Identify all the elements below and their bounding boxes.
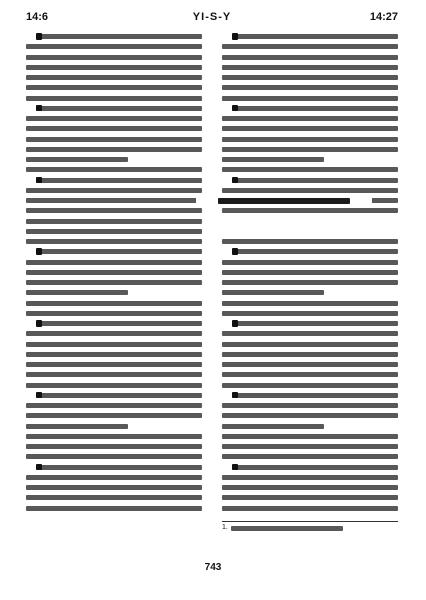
verse-number xyxy=(36,177,42,184)
text-line xyxy=(222,269,398,276)
text-line-bar xyxy=(26,342,202,347)
text-line xyxy=(222,207,398,214)
text-line xyxy=(26,43,202,50)
text-line xyxy=(26,505,202,512)
text-line-bar xyxy=(26,475,202,480)
right-text-column xyxy=(222,33,398,521)
text-line xyxy=(26,494,202,501)
text-line xyxy=(26,310,202,317)
verse-number xyxy=(232,392,238,399)
text-line xyxy=(222,505,398,512)
text-line-bar xyxy=(26,96,202,101)
text-line-bar xyxy=(222,208,398,213)
text-line xyxy=(26,361,202,368)
text-line-bar xyxy=(26,167,202,172)
text-line-bar xyxy=(232,393,398,398)
text-line xyxy=(26,64,202,71)
section-heading xyxy=(196,196,372,206)
text-line-bar xyxy=(222,126,398,131)
verse-number xyxy=(36,248,42,255)
text-line-bar xyxy=(222,485,398,490)
text-line-bar xyxy=(26,362,202,367)
text-line-bar xyxy=(232,34,398,39)
text-line xyxy=(222,453,398,460)
text-line xyxy=(26,136,202,143)
text-line-bar xyxy=(36,393,202,398)
text-line-bar xyxy=(26,229,202,234)
text-line xyxy=(222,54,398,61)
text-line-bar xyxy=(26,485,202,490)
text-line xyxy=(26,289,202,296)
text-line xyxy=(26,423,202,430)
text-line-bar xyxy=(222,311,398,316)
verse-number xyxy=(36,392,42,399)
text-line-bar xyxy=(36,321,202,326)
text-line-bar xyxy=(26,424,128,429)
text-line xyxy=(26,443,202,450)
text-line-bar xyxy=(26,147,202,152)
text-line xyxy=(222,443,398,450)
text-line-bar xyxy=(36,249,202,254)
page-number: 743 xyxy=(204,562,222,573)
text-line xyxy=(222,494,398,501)
text-line-bar xyxy=(222,372,398,377)
text-line-bar xyxy=(232,249,398,254)
text-line xyxy=(222,330,398,337)
text-line xyxy=(222,238,398,245)
text-line xyxy=(26,351,202,358)
text-line xyxy=(26,279,202,286)
text-line xyxy=(222,166,398,173)
text-line xyxy=(222,125,398,132)
text-line-bar xyxy=(26,372,202,377)
text-line-bar xyxy=(222,75,398,80)
text-line xyxy=(222,43,398,50)
text-line xyxy=(222,361,398,368)
text-line-bar xyxy=(26,219,202,224)
footnote-divider xyxy=(222,521,398,522)
text-line xyxy=(222,187,398,194)
text-line-bar xyxy=(222,85,398,90)
text-line-bar xyxy=(222,239,398,244)
text-line-bar xyxy=(222,331,398,336)
text-line xyxy=(26,197,202,204)
text-line-bar xyxy=(26,126,202,131)
text-line-bar xyxy=(26,495,202,500)
footnote xyxy=(222,524,398,534)
text-line xyxy=(26,125,202,132)
text-line xyxy=(26,105,202,112)
text-line xyxy=(26,248,202,255)
text-line-bar xyxy=(26,65,202,70)
text-line xyxy=(222,64,398,71)
text-line-bar xyxy=(26,413,202,418)
text-line xyxy=(26,382,202,389)
text-line-bar xyxy=(26,85,202,90)
text-line xyxy=(222,464,398,471)
text-line xyxy=(222,259,398,266)
text-line xyxy=(26,341,202,348)
running-header xyxy=(26,11,398,27)
text-line xyxy=(26,33,202,40)
text-line-bar xyxy=(222,403,398,408)
text-line-bar xyxy=(26,137,202,142)
text-line xyxy=(222,382,398,389)
text-line xyxy=(222,310,398,317)
text-line-bar xyxy=(26,280,202,285)
text-line-bar xyxy=(222,65,398,70)
section-heading-text xyxy=(218,198,350,204)
text-line-bar xyxy=(222,475,398,480)
text-line-bar xyxy=(26,188,202,193)
verse-number xyxy=(36,464,42,471)
text-line xyxy=(222,423,398,430)
text-line xyxy=(26,392,202,399)
text-line-bar xyxy=(222,434,398,439)
text-line-bar xyxy=(26,157,128,162)
text-line-bar xyxy=(222,260,398,265)
text-line-bar xyxy=(26,270,202,275)
text-line-bar xyxy=(26,311,202,316)
text-line xyxy=(222,146,398,153)
text-line xyxy=(26,484,202,491)
text-line-bar xyxy=(26,454,202,459)
text-line xyxy=(26,320,202,327)
text-line xyxy=(26,474,202,481)
text-line-bar xyxy=(222,506,398,511)
text-line-bar xyxy=(36,34,202,39)
text-line-bar xyxy=(222,454,398,459)
text-line-bar xyxy=(222,362,398,367)
text-line-bar xyxy=(26,331,202,336)
text-line-bar xyxy=(222,116,398,121)
text-line-bar xyxy=(26,44,202,49)
text-line xyxy=(26,146,202,153)
text-line-bar xyxy=(26,239,202,244)
left-text-column xyxy=(26,33,202,521)
text-line xyxy=(222,320,398,327)
text-line xyxy=(222,341,398,348)
text-line xyxy=(26,156,202,163)
text-line xyxy=(26,74,202,81)
text-line-bar xyxy=(26,198,202,203)
text-line-bar xyxy=(222,137,398,142)
text-line-bar xyxy=(222,424,324,429)
text-line-bar xyxy=(222,342,398,347)
verse-number xyxy=(232,248,238,255)
text-line-bar xyxy=(222,167,398,172)
verse-number xyxy=(232,320,238,327)
text-line xyxy=(26,433,202,440)
text-line xyxy=(222,412,398,419)
text-line xyxy=(26,238,202,245)
text-line-bar xyxy=(222,44,398,49)
text-line-bar xyxy=(26,403,202,408)
verse-number xyxy=(232,464,238,471)
footnote-text xyxy=(231,526,343,531)
text-line xyxy=(222,156,398,163)
text-line-bar xyxy=(26,260,202,265)
text-line xyxy=(26,330,202,337)
text-line-bar xyxy=(26,290,128,295)
text-line-bar xyxy=(26,352,202,357)
verse-number xyxy=(232,105,238,112)
text-line-bar xyxy=(222,147,398,152)
text-line xyxy=(26,166,202,173)
text-line xyxy=(26,402,202,409)
text-line-bar xyxy=(36,465,202,470)
text-columns xyxy=(26,33,398,521)
text-line xyxy=(26,95,202,102)
text-line xyxy=(26,412,202,419)
text-line-bar xyxy=(26,55,202,60)
text-line xyxy=(222,136,398,143)
text-line xyxy=(26,371,202,378)
text-line-bar xyxy=(222,495,398,500)
verse-number xyxy=(36,105,42,112)
text-line xyxy=(222,84,398,91)
text-line xyxy=(222,351,398,358)
text-line xyxy=(222,402,398,409)
text-line-bar xyxy=(232,178,398,183)
text-line-bar xyxy=(222,383,398,388)
text-line xyxy=(222,433,398,440)
text-line-bar xyxy=(36,106,202,111)
text-line xyxy=(26,115,202,122)
text-line xyxy=(222,105,398,112)
text-line-bar xyxy=(26,208,202,213)
verse-number xyxy=(36,320,42,327)
text-line-bar xyxy=(222,290,324,295)
text-line-bar xyxy=(222,280,398,285)
text-line xyxy=(26,187,202,194)
text-line xyxy=(26,84,202,91)
text-line xyxy=(222,474,398,481)
text-line-bar xyxy=(26,383,202,388)
header-book-title: YI-S-Y xyxy=(192,11,232,23)
text-line-bar xyxy=(222,301,398,306)
text-line xyxy=(26,269,202,276)
text-line xyxy=(222,392,398,399)
text-line-bar xyxy=(222,352,398,357)
verse-number xyxy=(232,177,238,184)
text-line xyxy=(222,279,398,286)
text-line-bar xyxy=(26,75,202,80)
verse-number xyxy=(232,33,238,40)
verse-number xyxy=(36,33,42,40)
text-line-bar xyxy=(222,188,398,193)
text-line xyxy=(26,207,202,214)
text-line xyxy=(26,228,202,235)
text-line-bar xyxy=(36,178,202,183)
text-line xyxy=(26,453,202,460)
text-line xyxy=(222,248,398,255)
text-line-bar xyxy=(222,157,324,162)
header-left-reference: 14:6 xyxy=(26,11,49,23)
text-line xyxy=(222,300,398,307)
text-line-bar xyxy=(222,270,398,275)
text-line xyxy=(222,33,398,40)
text-line xyxy=(26,177,202,184)
text-line-bar xyxy=(26,434,202,439)
text-line-bar xyxy=(26,444,202,449)
text-line xyxy=(26,259,202,266)
text-line-bar xyxy=(232,106,398,111)
text-line-bar xyxy=(26,301,202,306)
text-line xyxy=(222,289,398,296)
text-line xyxy=(26,464,202,471)
text-line-bar xyxy=(232,465,398,470)
text-line-bar xyxy=(222,55,398,60)
text-line xyxy=(26,300,202,307)
text-line xyxy=(222,371,398,378)
header-right-reference: 14:27 xyxy=(369,11,398,23)
text-line xyxy=(26,218,202,225)
text-line xyxy=(26,54,202,61)
text-line-bar xyxy=(232,321,398,326)
text-line-bar xyxy=(222,96,398,101)
text-line-bar xyxy=(26,116,202,121)
footnote-marker: 1. xyxy=(222,524,228,531)
text-line xyxy=(222,115,398,122)
text-line xyxy=(222,95,398,102)
text-line xyxy=(222,484,398,491)
text-line-bar xyxy=(222,444,398,449)
text-line-bar xyxy=(26,506,202,511)
text-line xyxy=(222,74,398,81)
text-line-bar xyxy=(222,413,398,418)
text-line xyxy=(222,177,398,184)
